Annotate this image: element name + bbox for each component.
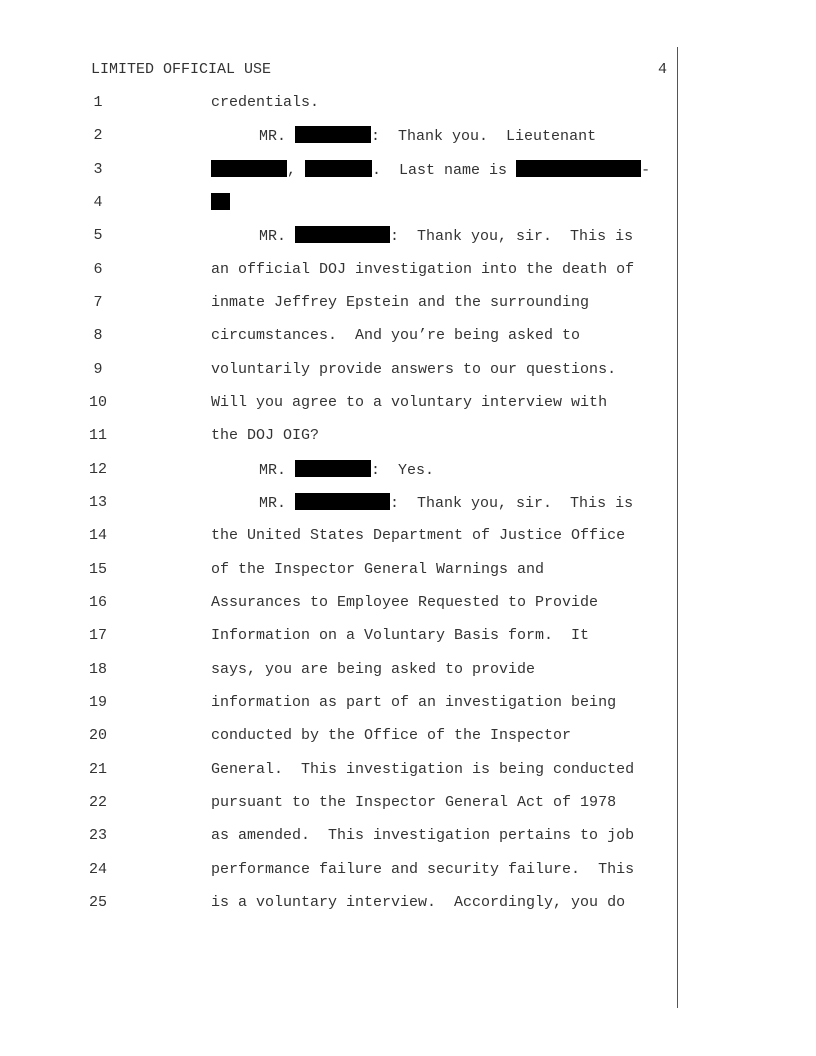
transcript-line [0, 793, 676, 813]
line-text [211, 193, 230, 214]
transcript-line [0, 326, 676, 346]
line-text: performance failure and security failure. This [211, 861, 635, 878]
transcript-line [0, 860, 676, 880]
transcript-line [0, 460, 676, 480]
right-margin-rule [677, 47, 678, 1008]
redaction-block [211, 193, 230, 210]
classification-header: LIMITED OFFICIAL USE [91, 61, 272, 78]
line-text: the United States Department of Justice Office [211, 527, 626, 544]
speaker-label: MR. [259, 228, 287, 245]
transcript-line [0, 226, 676, 246]
redaction-block [295, 493, 390, 510]
line-text: says, you are being asked to provide [211, 661, 536, 678]
line-text: voluntarily provide answers to our questions. [211, 361, 617, 378]
transcript-line [0, 560, 676, 580]
line-text: information as part of an investigation being [211, 694, 617, 711]
line-text: Assurances to Employee Requested to Provide [211, 594, 599, 611]
transcript-line [0, 693, 676, 713]
line-number: 20 [88, 727, 107, 744]
line-number: 25 [88, 894, 107, 911]
line-number: 3 [93, 161, 103, 178]
line-text: as amended. This investigation pertains to job [211, 827, 635, 844]
transcript-line [0, 193, 676, 213]
line-text-after: : Thank you. Lieutenant [371, 128, 597, 145]
transcript-line [0, 660, 676, 680]
line-text: General. This investigation is being conducted [211, 761, 635, 778]
line-number: 24 [88, 861, 107, 878]
line-number: 12 [88, 461, 107, 478]
speaker-label: MR. [259, 495, 287, 512]
line-number: 4 [93, 194, 103, 211]
speaker-label: MR. [259, 462, 287, 479]
line-text: Will you agree to a voluntary interview with [211, 394, 608, 411]
line-text: circumstances. And you’re being asked to [211, 327, 581, 344]
line-number: 5 [93, 227, 103, 244]
transcript-line [0, 393, 676, 413]
line-text-after: : Thank you, sir. This is [390, 228, 634, 245]
line-text: pursuant to the Inspector General Act of 1978 [211, 794, 617, 811]
line-number: 18 [88, 661, 107, 678]
line-number: 21 [88, 761, 107, 778]
transcript-line [0, 626, 676, 646]
transcript-line [0, 126, 676, 146]
transcript-line [0, 360, 676, 380]
transcript-line [0, 293, 676, 313]
transcript-line [0, 593, 676, 613]
line-text [259, 126, 596, 147]
line-text: Information on a Voluntary Basis form. It [211, 627, 590, 644]
line-text: is a voluntary interview. Accordingly, you do [211, 894, 626, 911]
line-text-after: : Yes. [371, 462, 435, 479]
speaker-label: MR. [259, 128, 287, 145]
line-text: inmate Jeffrey Epstein and the surrounding [211, 294, 590, 311]
line-number: 1 [93, 94, 103, 111]
line-text: of the Inspector General Warnings and [211, 561, 545, 578]
transcript-line [0, 760, 676, 780]
line-number: 6 [93, 261, 103, 278]
line-text [211, 160, 650, 181]
line-number: 14 [88, 527, 107, 544]
transcript-line [0, 526, 676, 546]
line-number: 2 [93, 127, 103, 144]
redaction-block [211, 160, 287, 177]
line-number: 17 [88, 627, 107, 644]
transcript-line [0, 426, 676, 446]
line-number: 23 [88, 827, 107, 844]
line-number: 9 [93, 361, 103, 378]
line-number: 19 [88, 694, 107, 711]
transcript-line [0, 726, 676, 746]
line-text: an official DOJ investigation into the death of [211, 261, 635, 278]
line-text [259, 493, 633, 514]
transcript-line [0, 160, 676, 180]
line-text: the DOJ OIG? [211, 427, 320, 444]
line-text: credentials. [211, 94, 320, 111]
redaction-block [516, 160, 641, 177]
redaction-block [295, 460, 371, 477]
line-number: 8 [93, 327, 103, 344]
line-number: 16 [88, 594, 107, 611]
line-number: 11 [88, 427, 107, 444]
transcript-line [0, 826, 676, 846]
line-text [259, 226, 633, 247]
line-text-trail: - [641, 162, 651, 179]
line-number: 10 [88, 394, 107, 411]
redaction-block [305, 160, 372, 177]
transcript-line [0, 493, 676, 513]
transcript-line [0, 93, 676, 113]
page-number: 4 [657, 61, 667, 78]
line-text: conducted by the Office of the Inspector [211, 727, 572, 744]
transcript-line [0, 260, 676, 280]
line-text [259, 460, 434, 481]
redaction-block [295, 126, 371, 143]
line-number: 7 [93, 294, 103, 311]
line-text-after: : Thank you, sir. This is [390, 495, 634, 512]
separator: , [287, 162, 297, 179]
transcript-line [0, 893, 676, 913]
line-number: 13 [88, 494, 107, 511]
line-number: 15 [88, 561, 107, 578]
line-number: 22 [88, 794, 107, 811]
separator: . Last name is [372, 162, 508, 179]
redaction-block [295, 226, 390, 243]
